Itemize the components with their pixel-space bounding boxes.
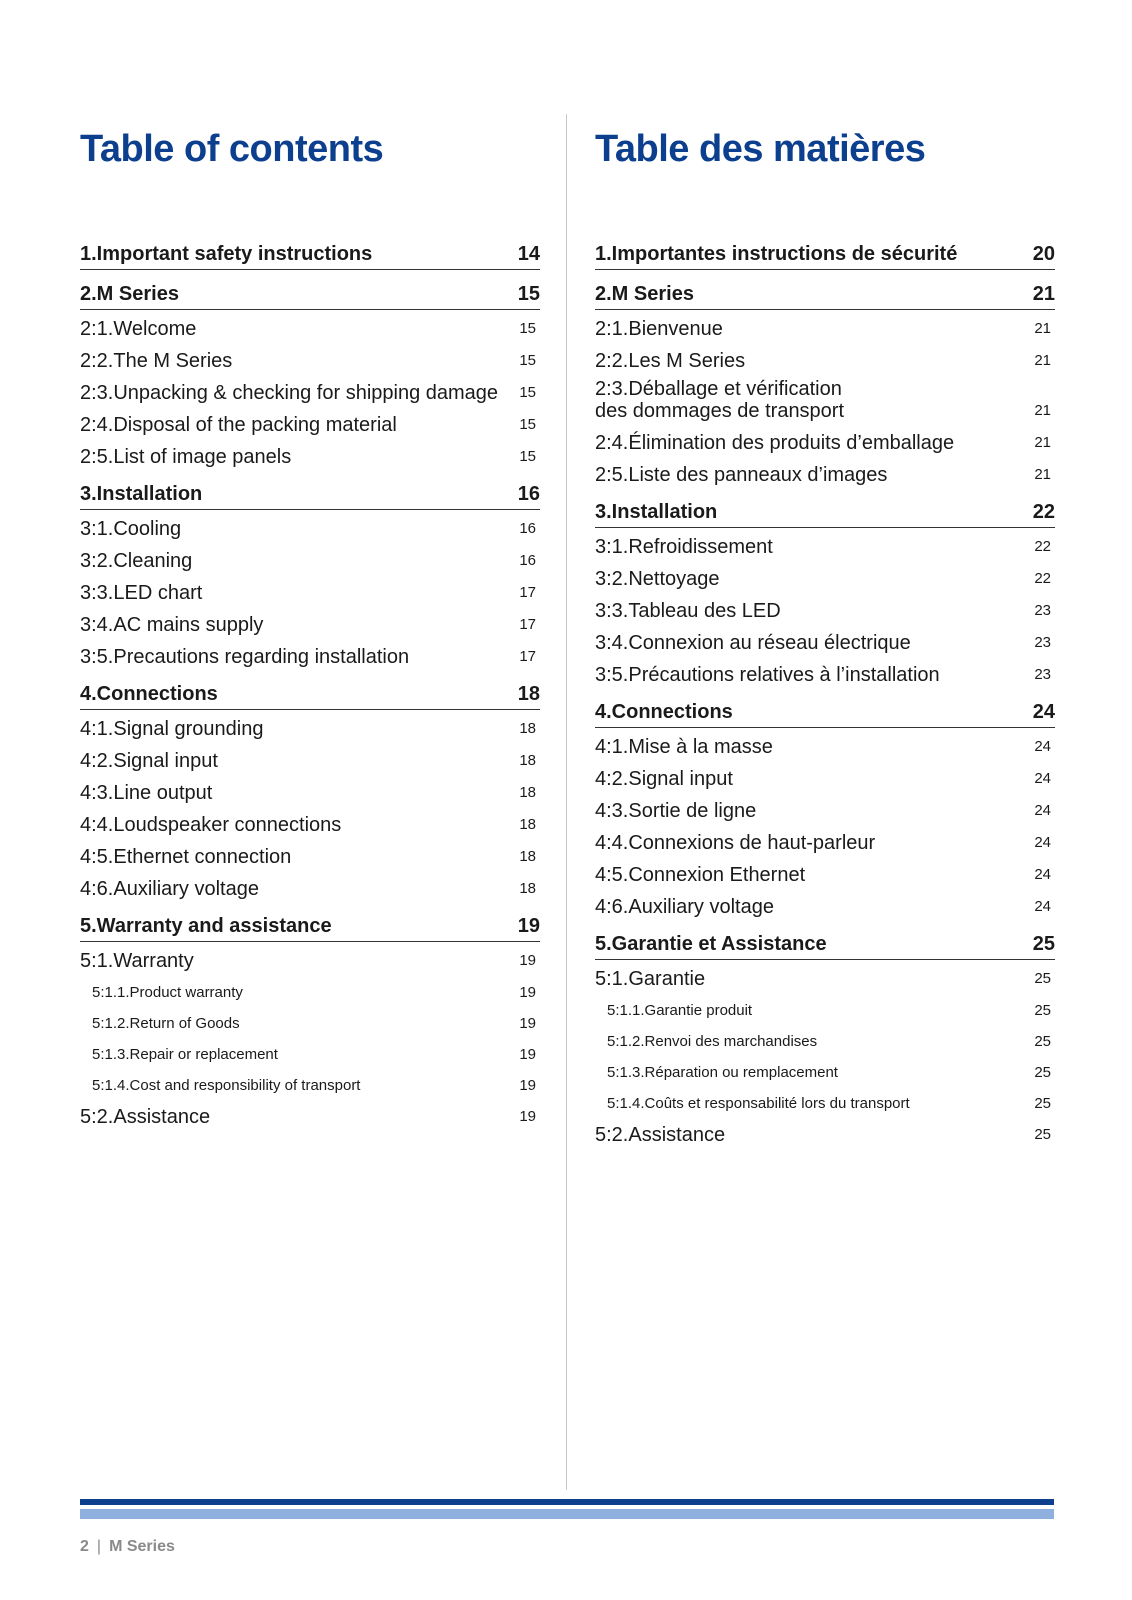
toc-entry-label: 4:4.Connexions de haut-parleur — [595, 832, 876, 854]
toc-entry-page-number: 25 — [1034, 1126, 1051, 1143]
toc-entry-label: 2:3.Déballage et vérification des dommages de transport — [595, 378, 845, 422]
toc-subsection-entry[interactable] — [595, 560, 1055, 592]
toc-entry-page-number: 24 — [1034, 738, 1051, 755]
toc-section-entry[interactable] — [595, 272, 1055, 310]
toc-subsubsection-entry[interactable] — [80, 974, 540, 1005]
toc-entry-page-number: 19 — [519, 952, 536, 969]
toc-list-english — [80, 232, 540, 1130]
toc-subsection-entry[interactable] — [595, 310, 1055, 342]
toc-subsection-entry[interactable] — [80, 310, 540, 342]
toc-subsection-entry[interactable] — [595, 792, 1055, 824]
toc-entry-label: 5:1.4.Coûts et responsabilité lors du transport — [607, 1095, 910, 1112]
footer-bar-dark — [80, 1499, 1054, 1505]
toc-subsection-entry[interactable] — [595, 960, 1055, 992]
toc-entry-page-number: 16 — [519, 520, 536, 537]
toc-entry-page-number: 15 — [519, 320, 536, 337]
toc-entry-label: 5:1.2.Return of Goods — [92, 1015, 240, 1032]
toc-entry-page-number: 24 — [1034, 802, 1051, 819]
toc-entry-label: 2:2.The M Series — [80, 350, 233, 372]
toc-subsection-entry[interactable] — [80, 606, 540, 638]
toc-entry-page-number: 15 — [519, 448, 536, 465]
toc-section-entry[interactable] — [80, 272, 540, 310]
toc-subsection-entry[interactable] — [80, 774, 540, 806]
toc-subsubsection-entry[interactable] — [595, 1085, 1055, 1116]
toc-entry-page-number: 18 — [519, 848, 536, 865]
toc-entry-page-number: 23 — [1034, 634, 1051, 651]
toc-entry-page-number: 23 — [1034, 602, 1051, 619]
toc-section-entry[interactable] — [80, 904, 540, 942]
toc-entry-label: 4:5.Connexion Ethernet — [595, 864, 806, 886]
toc-entry-label: 5:1.3.Repair or replacement — [92, 1046, 278, 1063]
toc-entry-label: 4:6.Auxiliary voltage — [80, 878, 259, 900]
toc-entry-page-number: 25 — [1034, 1064, 1051, 1081]
toc-entry-label: 4:3.Line output — [80, 782, 213, 804]
toc-entry-page-number: 20 — [1032, 243, 1055, 265]
toc-entry-label: 3:1.Refroidissement — [595, 536, 773, 558]
toc-subsection-entry[interactable] — [80, 870, 540, 902]
toc-subsubsection-entry[interactable] — [595, 1054, 1055, 1085]
toc-subsection-entry[interactable] — [80, 342, 540, 374]
toc-entry-page-number: 18 — [519, 720, 536, 737]
toc-subsection-entry[interactable] — [80, 406, 540, 438]
toc-entry-page-number: 25 — [1032, 933, 1055, 955]
toc-entry-page-number: 15 — [519, 416, 536, 433]
toc-entry-label: 2:1.Bienvenue — [595, 318, 723, 340]
toc-subsection-entry[interactable] — [595, 1116, 1055, 1148]
toc-french — [595, 126, 1055, 1148]
footer-bar-light — [80, 1509, 1054, 1519]
toc-subsection-entry[interactable] — [80, 942, 540, 974]
toc-entry-page-number: 21 — [1034, 402, 1051, 419]
page-title-english: Table of contents — [80, 128, 384, 170]
toc-entry-page-number: 21 — [1034, 320, 1051, 337]
toc-entry-label: 4:4.Loudspeaker connections — [80, 814, 342, 836]
page-title-french: Table des matières — [595, 128, 926, 170]
toc-subsection-entry[interactable] — [80, 374, 540, 406]
toc-entry-label: 4:5.Ethernet connection — [80, 846, 292, 868]
toc-entry-label: 4:2.Signal input — [80, 750, 218, 772]
toc-entry-label: 3:1.Cooling — [80, 518, 182, 540]
toc-entry-page-number: 24 — [1034, 770, 1051, 787]
toc-subsection-entry[interactable] — [595, 888, 1055, 920]
toc-entry-label: 4:6.Auxiliary voltage — [595, 896, 774, 918]
toc-entry-page-number: 17 — [519, 648, 536, 665]
toc-subsection-entry[interactable] — [595, 592, 1055, 624]
toc-subsection-entry[interactable] — [595, 728, 1055, 760]
toc-subsection-entry[interactable] — [595, 856, 1055, 888]
toc-entry-page-number: 21 — [1034, 466, 1051, 483]
toc-section-entry[interactable] — [595, 232, 1055, 270]
toc-entry-label: 4:3.Sortie de ligne — [595, 800, 757, 822]
toc-subsection-entry[interactable] — [595, 760, 1055, 792]
toc-entry-page-number: 24 — [1032, 701, 1055, 723]
toc-entry-page-number: 24 — [1034, 866, 1051, 883]
toc-entry-label: 4:1.Mise à la masse — [595, 736, 773, 758]
toc-subsection-entry[interactable] — [80, 710, 540, 742]
toc-entry-label: 3:2.Cleaning — [80, 550, 193, 572]
toc-entry-label: 2:5.Liste des panneaux d’images — [595, 464, 888, 486]
toc-subsection-entry[interactable] — [80, 838, 540, 870]
toc-entry-page-number: 25 — [1034, 1095, 1051, 1112]
toc-entry-label: 4:2.Signal input — [595, 768, 733, 790]
toc-entry-label: 4.Connections — [80, 683, 218, 705]
toc-entry-page-number: 23 — [1034, 666, 1051, 683]
toc-entry-page-number: 19 — [519, 984, 536, 1001]
toc-subsection-entry[interactable] — [80, 1098, 540, 1130]
toc-entry-page-number: 19 — [519, 1077, 536, 1094]
toc-entry-label: 3:2.Nettoyage — [595, 568, 720, 590]
toc-entry-label: 5:1.4.Cost and responsibility of transport — [92, 1077, 361, 1094]
toc-subsubsection-entry[interactable] — [80, 1036, 540, 1067]
toc-entry-page-number: 25 — [1034, 1002, 1051, 1019]
toc-section-entry[interactable] — [80, 232, 540, 270]
toc-subsection-entry[interactable] — [595, 656, 1055, 688]
toc-entry-page-number: 25 — [1034, 970, 1051, 987]
toc-entry-label: 3.Installation — [595, 501, 718, 523]
footer-separator: | — [96, 1538, 102, 1555]
page-footer — [80, 1538, 175, 1556]
toc-entry-page-number: 18 — [519, 784, 536, 801]
toc-entry-label: 3:4.Connexion au réseau électrique — [595, 632, 911, 654]
footer-page-number: 2 — [80, 1538, 89, 1555]
toc-entry-page-number: 19 — [517, 915, 540, 937]
toc-entry-page-number: 21 — [1032, 283, 1055, 305]
toc-subsection-entry[interactable] — [595, 374, 1055, 424]
toc-entry-label: 5.Garantie et Assistance — [595, 933, 827, 955]
toc-entry-page-number: 17 — [519, 616, 536, 633]
toc-entry-page-number: 25 — [1034, 1033, 1051, 1050]
toc-entry-page-number: 14 — [517, 243, 540, 265]
toc-entry-page-number: 16 — [517, 483, 540, 505]
toc-entry-page-number: 16 — [519, 552, 536, 569]
toc-entry-label: 2:5.List of image panels — [80, 446, 292, 468]
toc-subsection-entry[interactable] — [595, 528, 1055, 560]
toc-subsection-entry[interactable] — [80, 542, 540, 574]
toc-entry-label: 2:1.Welcome — [80, 318, 197, 340]
toc-entry-page-number: 21 — [1034, 434, 1051, 451]
toc-entry-label: 5:1.Warranty — [80, 950, 194, 972]
toc-entry-page-number: 18 — [519, 816, 536, 833]
toc-subsection-entry[interactable] — [595, 424, 1055, 456]
toc-entry-label: 1.Importantes instructions de sécurité — [595, 243, 958, 265]
toc-entry-page-number: 19 — [519, 1015, 536, 1032]
toc-entry-page-number: 22 — [1032, 501, 1055, 523]
toc-entry-page-number: 19 — [519, 1046, 536, 1063]
toc-entry-page-number: 21 — [1034, 352, 1051, 369]
toc-subsection-entry[interactable] — [80, 574, 540, 606]
toc-entry-label: 3:3.LED chart — [80, 582, 203, 604]
toc-subsection-entry[interactable] — [595, 456, 1055, 488]
toc-entry-label: 4.Connections — [595, 701, 733, 723]
toc-entry-label: 5:2.Assistance — [595, 1124, 726, 1146]
toc-entry-page-number: 24 — [1034, 834, 1051, 851]
toc-entry-label: 5:1.1.Garantie produit — [607, 1002, 753, 1019]
toc-subsection-entry[interactable] — [80, 742, 540, 774]
toc-entry-label: 3:5.Précautions relatives à l’installation — [595, 664, 940, 686]
toc-subsection-entry[interactable] — [595, 624, 1055, 656]
toc-entry-label: 5:1.Garantie — [595, 968, 706, 990]
toc-entry-label: 2:2.Les M Series — [595, 350, 746, 372]
toc-entry-label: 3:5.Precautions regarding installation — [80, 646, 410, 668]
toc-entry-page-number: 18 — [519, 880, 536, 897]
toc-entry-label: 5:1.2.Renvoi des marchandises — [607, 1033, 818, 1050]
toc-entry-label: 2.M Series — [595, 283, 694, 305]
toc-entry-label: 3:4.AC mains supply — [80, 614, 264, 636]
toc-list-french — [595, 232, 1055, 1148]
toc-subsection-entry[interactable] — [80, 510, 540, 542]
toc-entry-page-number: 15 — [519, 384, 536, 401]
toc-subsection-entry[interactable] — [595, 342, 1055, 374]
toc-subsubsection-entry[interactable] — [80, 1067, 540, 1098]
toc-entry-label: 4:1.Signal grounding — [80, 718, 264, 740]
toc-section-entry[interactable] — [80, 672, 540, 710]
toc-entry-label: 3:3.Tableau des LED — [595, 600, 781, 622]
toc-entry-label: 2:3.Unpacking & checking for shipping damage — [80, 382, 499, 404]
toc-entry-page-number: 24 — [1034, 898, 1051, 915]
toc-entry-page-number: 15 — [519, 352, 536, 369]
toc-entry-page-number: 22 — [1034, 538, 1051, 555]
toc-subsubsection-entry[interactable] — [595, 1023, 1055, 1054]
toc-section-entry[interactable] — [595, 690, 1055, 728]
toc-entry-label: 5:1.1.Product warranty — [92, 984, 243, 1001]
toc-subsection-entry[interactable] — [80, 806, 540, 838]
toc-subsection-entry[interactable] — [595, 824, 1055, 856]
toc-entry-page-number: 19 — [519, 1108, 536, 1125]
toc-entry-label: 2.M Series — [80, 283, 179, 305]
toc-entry-page-number: 18 — [519, 752, 536, 769]
toc-subsection-entry[interactable] — [80, 438, 540, 470]
toc-section-entry[interactable] — [595, 490, 1055, 528]
toc-entry-label: 2:4.Disposal of the packing material — [80, 414, 397, 436]
footer-product-name: M Series — [109, 1538, 175, 1555]
toc-english — [80, 126, 540, 1130]
toc-section-entry[interactable] — [80, 472, 540, 510]
toc-entry-label: 5:1.3.Réparation ou remplacement — [607, 1064, 838, 1081]
toc-entry-page-number: 18 — [517, 683, 540, 705]
toc-subsubsection-entry[interactable] — [80, 1005, 540, 1036]
toc-entry-label: 1.Important safety instructions — [80, 243, 373, 265]
column-divider — [566, 114, 567, 1490]
toc-subsubsection-entry[interactable] — [595, 992, 1055, 1023]
toc-section-entry[interactable] — [595, 922, 1055, 960]
toc-entry-page-number: 15 — [517, 283, 540, 305]
toc-entry-label: 3.Installation — [80, 483, 203, 505]
toc-entry-page-number: 22 — [1034, 570, 1051, 587]
toc-subsection-entry[interactable] — [80, 638, 540, 670]
toc-entry-label: 5.Warranty and assistance — [80, 915, 332, 937]
toc-entry-label: 2:4.Élimination des produits d’emballage — [595, 432, 955, 454]
toc-entry-page-number: 17 — [519, 584, 536, 601]
toc-entry-label: 5:2.Assistance — [80, 1106, 211, 1128]
